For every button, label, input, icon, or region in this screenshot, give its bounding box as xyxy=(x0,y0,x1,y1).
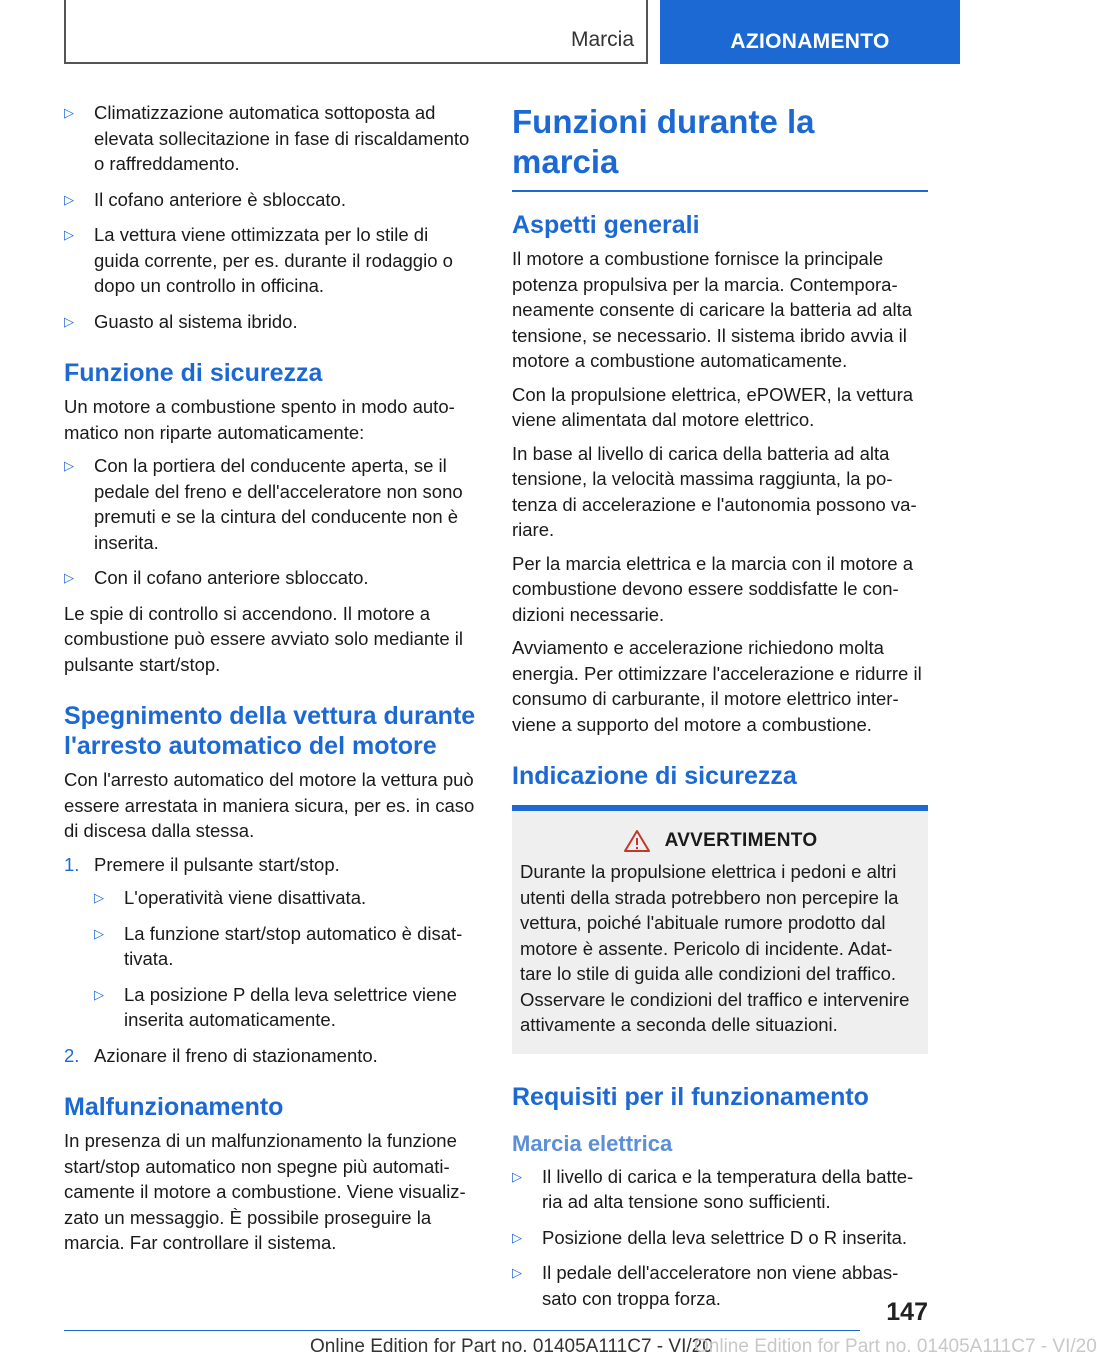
list-item: ▷ Il cofano anteriore è sbloccato. xyxy=(64,187,478,213)
triangle-bullet-icon: ▷ xyxy=(94,925,104,941)
triangle-bullet-icon: ▷ xyxy=(94,890,104,905)
step-text: Azionare il freno di stazionamento. xyxy=(94,1044,378,1066)
intro-bullet-list xyxy=(64,100,478,334)
safety-function-text: Un motore a combustione spento in modo auto-matico non riparte automaticamente: xyxy=(64,396,455,443)
warning-title: AVVERTIMENTO xyxy=(664,830,818,851)
header-chapter-label: AZIONAMENTO xyxy=(730,30,890,53)
list-item: ▷ Con il cofano anteriore sbloccato. xyxy=(64,565,478,591)
triangle-bullet-icon: ▷ xyxy=(64,570,74,585)
triangle-bullet-icon: ▷ xyxy=(64,105,74,120)
general-paragraph: Per la marcia elettrica e la marcia con il motore a combustione devono essere soddisfatte le con-dizioni necessarie. xyxy=(512,552,913,625)
malfunction-heading: Malfunzionamento xyxy=(64,1093,284,1121)
header-section-box xyxy=(64,0,648,64)
header-chapter-tab xyxy=(660,0,960,64)
footer-divider xyxy=(64,1330,860,1331)
safety-bullet-list xyxy=(64,453,478,591)
safety-function-heading: Funzione di sicurezza xyxy=(64,359,323,387)
list-item: ▷ Il livello di carica e la temperatura della batte-ria ad alta tensione sono sufficienti. xyxy=(512,1165,914,1212)
step-number: 1. xyxy=(64,853,80,875)
list-item: ▷ L'operatività viene disattivata. xyxy=(94,885,478,911)
warning-box xyxy=(512,805,928,1054)
triangle-bullet-icon: ▷ xyxy=(94,986,104,1002)
right-column xyxy=(512,100,928,1321)
list-item: ▷ La posizione P della leva selettrice viene inserita automaticamente. xyxy=(94,983,457,1030)
list-item: ▷ Con la portiera del conducente aperta, se il pedale del freno e dell'acceleratore non sono premuti e se la cintura del conducente non è inserita. xyxy=(64,455,463,553)
safety-after-text: Le spie di controllo si accendono. Il motore a combustione può essere avviato solo mediante il pulsante start/stop. xyxy=(64,602,464,675)
list-item: ▷ La vettura viene ottimizzata per lo stile di guida corrente, per es. durante il rodaggio o dopo un controllo in officina. xyxy=(64,224,453,296)
triangle-bullet-icon: ▷ xyxy=(64,191,74,207)
general-paragraph: Con la propulsione elettrica, ePOWER, la vettura viene alimentata dal motore elettrico. xyxy=(512,383,914,430)
electric-bullet-list xyxy=(512,1164,928,1312)
list-item: ▷ Guasto al sistema ibrido. xyxy=(64,309,478,335)
header-section-label: Marcia xyxy=(570,28,634,51)
general-heading: Aspetti generali xyxy=(512,211,700,239)
requirements-heading: Requisiti per il funzionamento xyxy=(512,1082,869,1111)
page-number: 147 xyxy=(886,1298,928,1326)
footer-watermark: Online Edition for Part no. 01405A111C7 - VI/20 xyxy=(694,1336,1097,1357)
warning-header xyxy=(520,829,920,853)
step-item xyxy=(64,1043,478,1069)
general-paragraph: In base al livello di carica della batteria ad alta tensione, la velocità massima raggiunta, la po-tenza di accelerazione e l'autonomia possono va-riare. xyxy=(512,442,917,540)
steps-list xyxy=(64,852,478,1069)
warning-triangle-icon xyxy=(623,829,651,853)
list-item: ▷ Climatizzazione automatica sottoposta ad elevata sollecitazione in fase di riscaldamento o raffreddamento. xyxy=(64,102,470,174)
list-item: ▷ Posizione della leva selettrice D o R inserita. xyxy=(512,1225,928,1251)
step-item xyxy=(64,852,478,1033)
shutdown-text: Con l'arresto automatico del motore la vettura può essere arrestata in maniera sicura, per es. in caso di discesa dalla stessa. xyxy=(64,769,475,841)
triangle-bullet-icon: ▷ xyxy=(512,1168,522,1184)
triangle-bullet-icon: ▷ xyxy=(64,227,74,242)
triangle-bullet-icon: ▷ xyxy=(64,313,74,329)
shutdown-heading: Spegnimento della vettura durante l'arresto automatico del motore xyxy=(64,702,476,760)
electric-drive-heading: Marcia elettrica xyxy=(512,1130,673,1156)
malfunction-text: In presenza di un malfunzionamento la funzione start/stop automatico non spegne più automati-camente il motore a combustione. Viene visualiz-zato un messaggio. È possibile proseguire la marcia. Far controllare il sistema. xyxy=(64,1130,466,1253)
triangle-bullet-icon: ▷ xyxy=(64,458,74,473)
triangle-bullet-icon: ▷ xyxy=(512,1265,522,1280)
general-paragraph: Il motore a combustione fornisce la principale potenza propulsiva per la marcia. Contempora-neamente consente di caricare la batteria ad alta tensione, se necessario. Il sistema ibrido avvia il motore a combustione automaticamente. xyxy=(512,248,913,371)
general-paragraph: Avviamento e accelerazione richiedono molta energia. Per ottimizzare l'accelerazione e ridurre il consumo di carburante, il motore elettrico inter-viene a supporto del motore a combustione. xyxy=(512,637,922,735)
step-text: Premere il pulsante start/stop. xyxy=(94,853,340,875)
list-item: ▷ Il pedale dell'acceleratore non viene abbas-sato con troppa forza. xyxy=(512,1262,899,1309)
page-title: Funzioni durante la marcia xyxy=(512,102,928,192)
step-sub-list xyxy=(94,885,478,1033)
step-number: 2. xyxy=(64,1044,80,1066)
footer-edition: Online Edition for Part no. 01405A111C7 - VI/20 xyxy=(310,1336,713,1357)
list-item: ▷ La funzione start/stop automatico è disat-tivata. xyxy=(94,922,463,969)
triangle-bullet-icon: ▷ xyxy=(512,1229,522,1245)
safety-note-heading: Indicazione di sicurezza xyxy=(512,762,797,790)
warning-text: Durante la propulsione elettrica i pedoni e altri utenti della strada potrebbero non percepire la vettura, poiché l'abituale rumore prodotto dal motore è assente. Pericolo di incidente. Adat-tare lo stile di guida alle condizioni del traffico. Osservare le condizioni del traffico e intervenire attivamente a seconda delle situazioni. xyxy=(520,861,910,1035)
left-column xyxy=(64,100,478,1264)
